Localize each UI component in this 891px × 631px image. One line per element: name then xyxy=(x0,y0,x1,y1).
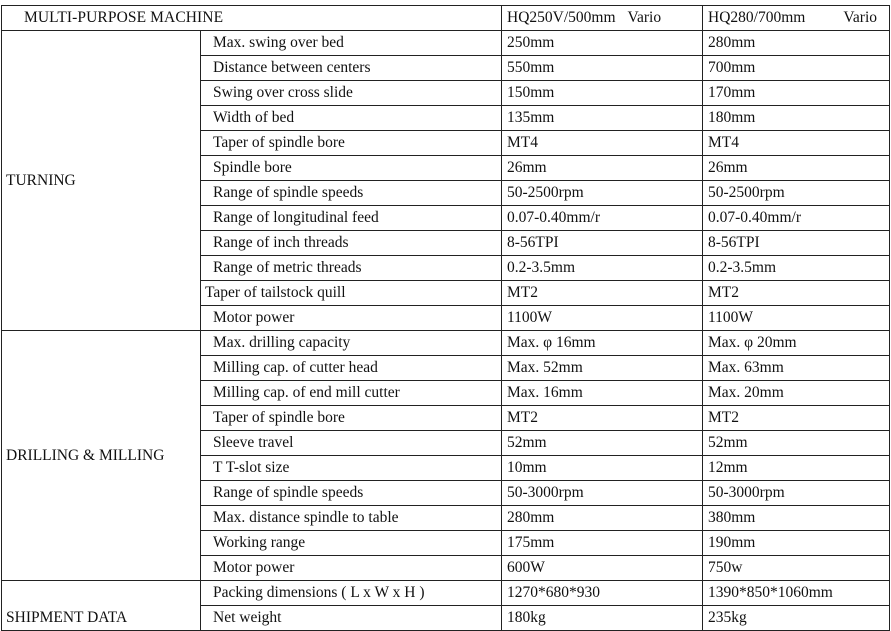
value-a: MT4 xyxy=(502,131,703,156)
value-b: 50-3000rpm xyxy=(703,481,890,506)
param-name: Sleeve travel xyxy=(201,431,502,456)
value-a: 0.07-0.40mm/r xyxy=(502,206,703,231)
param-name: Range of longitudinal feed xyxy=(201,206,502,231)
value-b: Max. 20mm xyxy=(703,381,890,406)
param-name: Max. swing over bed xyxy=(201,31,502,56)
model-b-name: HQ280/700mm xyxy=(708,9,806,26)
section-shipment-data: SHIPMENT DATA xyxy=(2,581,201,631)
value-b: MT2 xyxy=(703,281,890,306)
value-b: 8-56TPI xyxy=(703,231,890,256)
value-a: Max. φ 16mm xyxy=(502,331,703,356)
value-b: 700mm xyxy=(703,56,890,81)
table-title: MULTI-PURPOSE MACHINE xyxy=(2,6,502,31)
value-b: 180mm xyxy=(703,106,890,131)
value-a: 8-56TPI xyxy=(502,231,703,256)
model-a-header xyxy=(502,6,703,31)
table-row xyxy=(2,331,890,356)
value-b: 170mm xyxy=(703,81,890,106)
section-drilling-milling: DRILLING & MILLING xyxy=(2,331,201,581)
model-b-suffix: Vario xyxy=(843,9,877,26)
value-b: 1100W xyxy=(703,306,890,331)
value-a: 250mm xyxy=(502,31,703,56)
value-a: 150mm xyxy=(502,81,703,106)
header-row xyxy=(2,6,890,31)
value-b: MT4 xyxy=(703,131,890,156)
value-a: 600W xyxy=(502,556,703,581)
value-b: 235kg xyxy=(703,606,890,631)
param-name: Spindle bore xyxy=(201,156,502,181)
param-name: T T-slot size xyxy=(201,456,502,481)
param-name: Taper of spindle bore xyxy=(201,406,502,431)
param-name: Taper of tailstock quill xyxy=(201,281,502,306)
value-a: MT2 xyxy=(502,406,703,431)
value-a: 550mm xyxy=(502,56,703,81)
value-a: 50-3000rpm xyxy=(502,481,703,506)
param-name: Range of metric threads xyxy=(201,256,502,281)
table-row xyxy=(2,581,890,606)
param-name: Distance between centers xyxy=(201,56,502,81)
value-b: 12mm xyxy=(703,456,890,481)
model-b-header xyxy=(703,6,890,31)
value-b: 0.07-0.40mm/r xyxy=(703,206,890,231)
value-a: Max. 52mm xyxy=(502,356,703,381)
value-a: 26mm xyxy=(502,156,703,181)
param-name: Motor power xyxy=(201,306,502,331)
value-b: 1390*850*1060mm xyxy=(703,581,890,606)
value-b: 190mm xyxy=(703,531,890,556)
param-name: Swing over cross slide xyxy=(201,81,502,106)
table-row xyxy=(2,31,890,56)
value-b: Max. φ 20mm xyxy=(703,331,890,356)
param-name: Working range xyxy=(201,531,502,556)
value-a: 1100W xyxy=(502,306,703,331)
param-name: Milling cap. of cutter head xyxy=(201,356,502,381)
value-a: 50-2500rpm xyxy=(502,181,703,206)
value-a: 52mm xyxy=(502,431,703,456)
param-name: Motor power xyxy=(201,556,502,581)
model-a-suffix: Vario xyxy=(627,9,662,26)
value-b: 750w xyxy=(703,556,890,581)
value-a: Max. 16mm xyxy=(502,381,703,406)
value-a: 175mm xyxy=(502,531,703,556)
section-turning: TURNING xyxy=(2,31,201,331)
param-name: Taper of spindle bore xyxy=(201,131,502,156)
value-b: 280mm xyxy=(703,31,890,56)
value-b: 0.2-3.5mm xyxy=(703,256,890,281)
value-a: 135mm xyxy=(502,106,703,131)
value-a: 0.2-3.5mm xyxy=(502,256,703,281)
param-name: Max. distance spindle to table xyxy=(201,506,502,531)
param-name: Range of spindle speeds xyxy=(201,181,502,206)
param-name: Width of bed xyxy=(201,106,502,131)
param-name: Packing dimensions ( L x W x H ) xyxy=(201,581,502,606)
value-b: MT2 xyxy=(703,406,890,431)
value-a: 180kg xyxy=(502,606,703,631)
value-b: 52mm xyxy=(703,431,890,456)
spec-table xyxy=(1,5,890,631)
param-name: Range of inch threads xyxy=(201,231,502,256)
param-name: Milling cap. of end mill cutter xyxy=(201,381,502,406)
value-b: 26mm xyxy=(703,156,890,181)
value-b: 50-2500rpm xyxy=(703,181,890,206)
model-a-name: HQ250V/500mm xyxy=(507,9,616,26)
value-a: 1270*680*930 xyxy=(502,581,703,606)
param-name: Range of spindle speeds xyxy=(201,481,502,506)
param-name: Max. drilling capacity xyxy=(201,331,502,356)
value-b: Max. 63mm xyxy=(703,356,890,381)
value-a: 10mm xyxy=(502,456,703,481)
value-a: 280mm xyxy=(502,506,703,531)
value-a: MT2 xyxy=(502,281,703,306)
param-name: Net weight xyxy=(201,606,502,631)
value-b: 380mm xyxy=(703,506,890,531)
